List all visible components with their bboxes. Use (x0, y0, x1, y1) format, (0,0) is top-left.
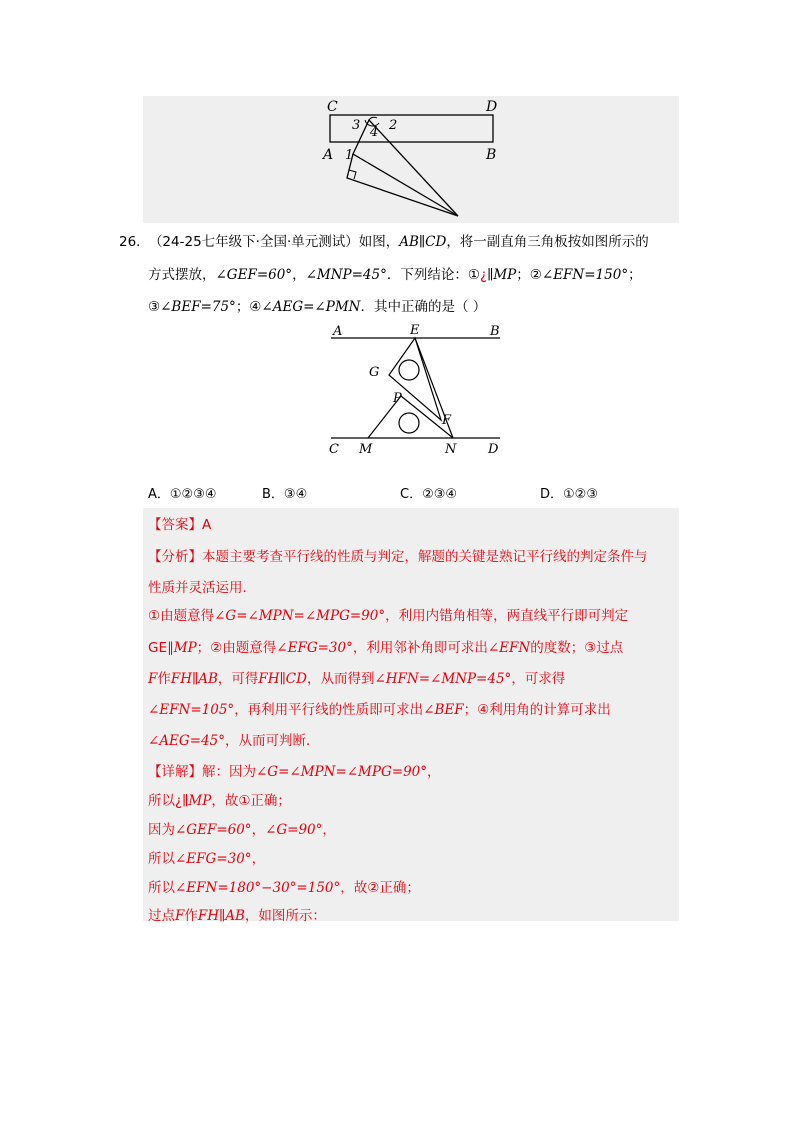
label-B: B (486, 147, 497, 163)
label-P: P (393, 391, 402, 406)
analysis-line-1: 【分析】本题主要考查平行线的性质与判定，解题的关键是熟记平行线的判定条件与 (148, 549, 648, 565)
question-line-3: ③∠BEF=75°；④∠AEG=∠PMN．其中正确的是（ ） (148, 299, 487, 315)
option-c[interactable]: C．②③④ (400, 487, 458, 502)
analysis-line-5: F作FH∥AB，可得FH∥CD，从而得到∠HFN=∠MNP=45°，可求得 (148, 671, 566, 687)
analysis-line-4: GE∥MP；②由题意得∠EFG=30°，利用邻补角即可求出∠EFN的度数；③过点 (148, 640, 624, 656)
label-3: 3 (352, 118, 361, 133)
label-M: M (359, 442, 373, 457)
label-E: E (410, 323, 420, 338)
question-line-2: 方式摆放，∠GEF=60°，∠MNP=45°．下列结论：①¿∥MP；②∠EFN=150°； (148, 267, 642, 283)
label-D: D (488, 442, 499, 457)
detail-line-2: 所以¿∥MP，故①正确； (148, 793, 291, 809)
label-C: C (329, 442, 339, 457)
detail-line-1: 【详解】解：因为∠G=∠MPN=∠MPG=90°， (148, 764, 441, 780)
analysis-line-7: ∠AEG=45°，从而可判断． (148, 733, 320, 749)
analysis-line-2: 性质并灵活运用． (148, 580, 256, 596)
analysis-line-3: ①由题意得∠G=∠MPN=∠MPG=90°，利用内错角相等，两直线平行即可判定 (148, 608, 629, 624)
option-b[interactable]: B．③④ (262, 487, 308, 502)
detail-line-4: 所以∠EFG=30°， (148, 851, 266, 867)
label-F: F (442, 413, 452, 428)
detail-line-6: 过点F作FH∥AB，如图所示： (148, 908, 326, 924)
label-G: G (369, 365, 380, 380)
option-a[interactable]: A．①②③④ (148, 487, 217, 502)
question-source: （24-25七年级下·全国·单元测试）如图， (155, 234, 400, 250)
label-2: 2 (389, 118, 398, 133)
question-line-1: 26． （24-25七年级下·全国·单元测试）如图，AB∥CD，将一副直角三角板按如图所示的 (119, 234, 649, 250)
label-A: A (323, 147, 334, 163)
label-D: D (486, 99, 498, 115)
question-number: 26． (119, 234, 150, 250)
label-1: 1 (345, 148, 354, 163)
detail-line-5: 所以∠EFN=180°−30°=150°，故②正确； (148, 880, 420, 896)
label-4: 4 (370, 125, 379, 140)
answer-line: 【答案】A (148, 517, 212, 533)
label-B: B (490, 324, 500, 339)
label-N: N (445, 442, 457, 457)
label-C: C (327, 99, 338, 115)
option-d[interactable]: D．①②③ (540, 487, 598, 502)
top-figure (143, 96, 679, 223)
label-A: A (333, 324, 343, 339)
question-figure (325, 320, 515, 460)
analysis-line-6: ∠EFN=105°，再利用平行线的性质即可求出∠BEF；④利用角的计算可求出 (148, 702, 611, 718)
detail-line-3: 因为∠GEF=60°，∠G=90°， (148, 822, 336, 838)
